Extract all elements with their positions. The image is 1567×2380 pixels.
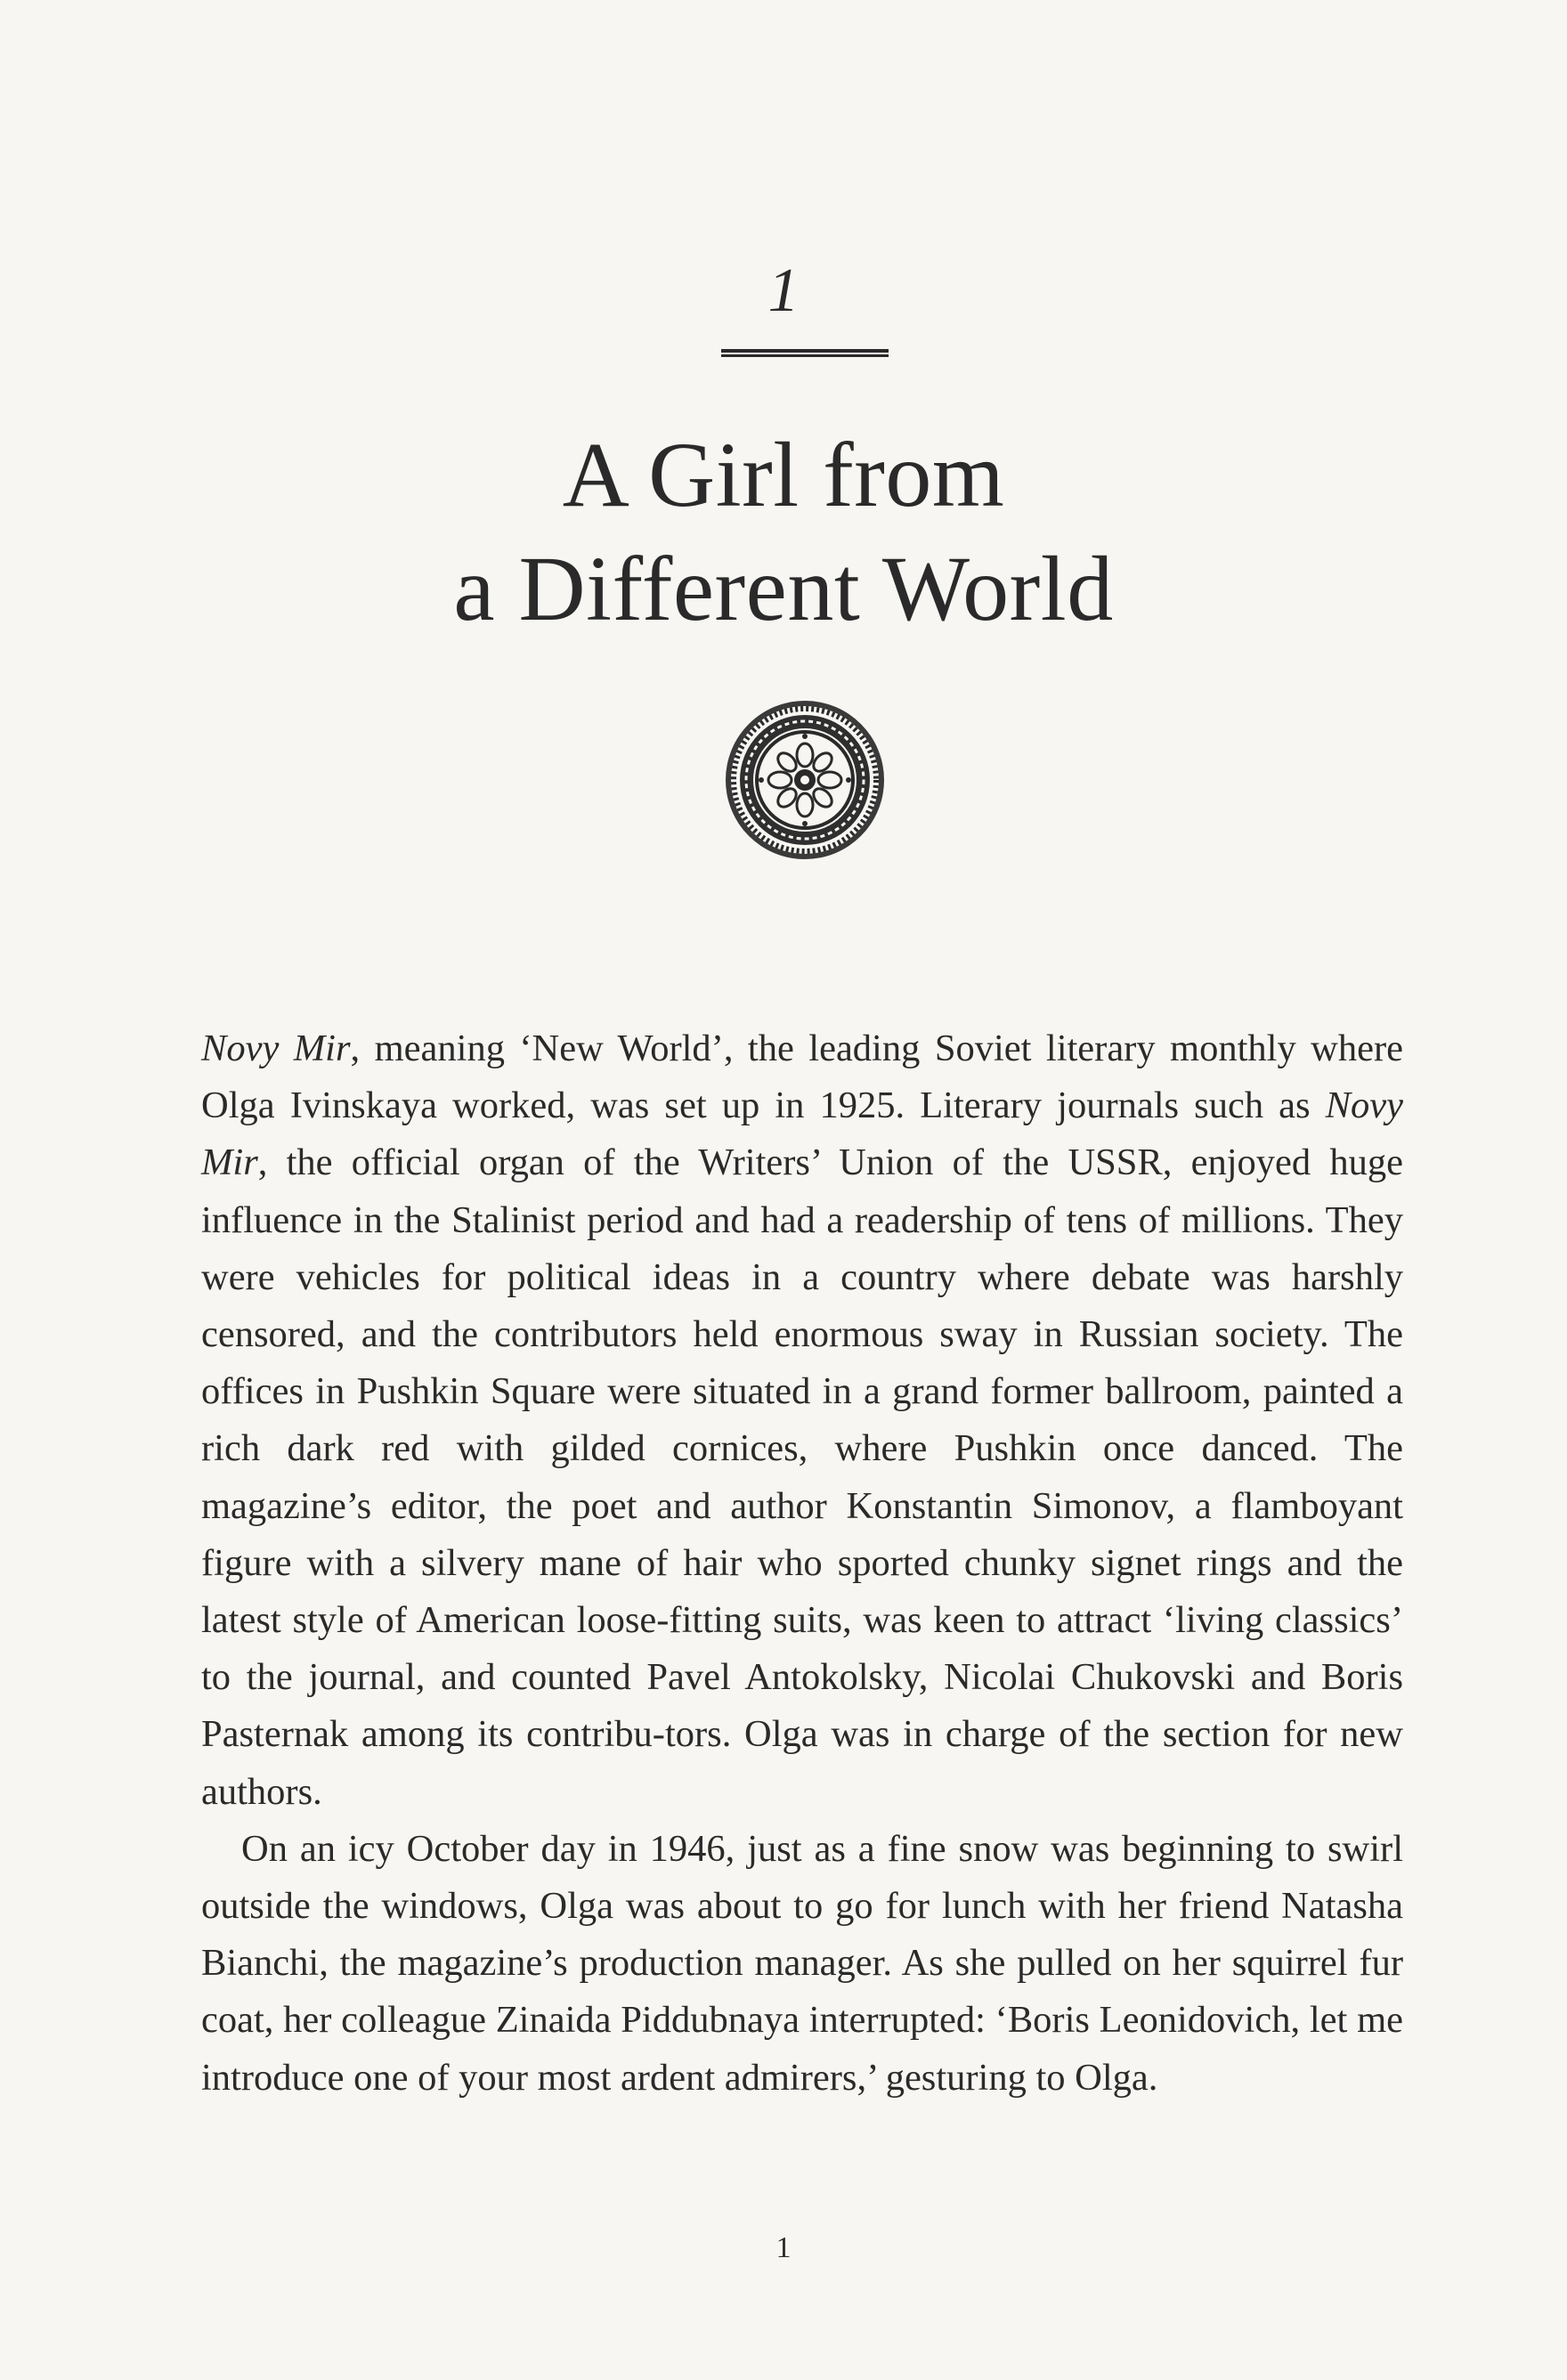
paragraph xyxy=(201,1821,1403,2107)
paragraph-text: , meaning ‘New World’, the leading Soviet literary monthly where Olga Ivinskaya worked, was set up in 1925. Literary journals such as xyxy=(201,1028,1403,1127)
page-number: 1 xyxy=(775,2231,792,2264)
italic-title-text: Novy Mir xyxy=(201,1084,1403,1184)
paragraph xyxy=(201,1020,1403,1821)
chapter-number: 1 xyxy=(767,256,800,325)
chapter-title xyxy=(0,418,1567,646)
paragraph-text: , the official organ of the Writers’ Union of the USSR, enjoyed huge influence in the Stalinist period and had a readership of tens of millions. They were vehicles for political ideas in a country where debate was harshly censored, and the contributors held enormous sway in Russian society. The offices in Pushkin Square were situated in a grand former ballroom, painted a rich dark red with gilded cornices, where Pushkin once danced. The magazine’s editor, the poet and author Konstantin Simonov, a flamboyant figure with a silvery mane of hair who sported chunky signet rings and the latest style of American loose-fitting suits, was keen to attract ‘living classics’ to the journal, and counted Pavel Antokolsky, Nicolai Chukovski and Boris Pasternak among its contribu-tors. Olga was in charge of the section for new authors. xyxy=(201,1141,1403,1813)
paragraph-text: On an icy October day in 1946, just as a fine snow was beginning to swirl outside the windows, Olga was about to go for lunch with her friend Natasha Bianchi, the magazine’s production manager. As she pulled on her squirrel fur coat, her colleague Zinaida Piddubnaya interrupted: ‘Boris Leonidovich, let me introduce one of your most ardent admirers,’ gesturing to Olga. xyxy=(201,1827,1403,2099)
chapter-title-line-2: a Different World xyxy=(453,538,1114,640)
chapter-rule xyxy=(721,349,889,357)
italic-title-text: Novy Mir xyxy=(201,1028,351,1069)
chapter-title-line-1: A Girl from xyxy=(562,424,1005,526)
body-text xyxy=(201,1020,1403,2107)
circular-medallion-ornament-icon xyxy=(724,699,886,861)
